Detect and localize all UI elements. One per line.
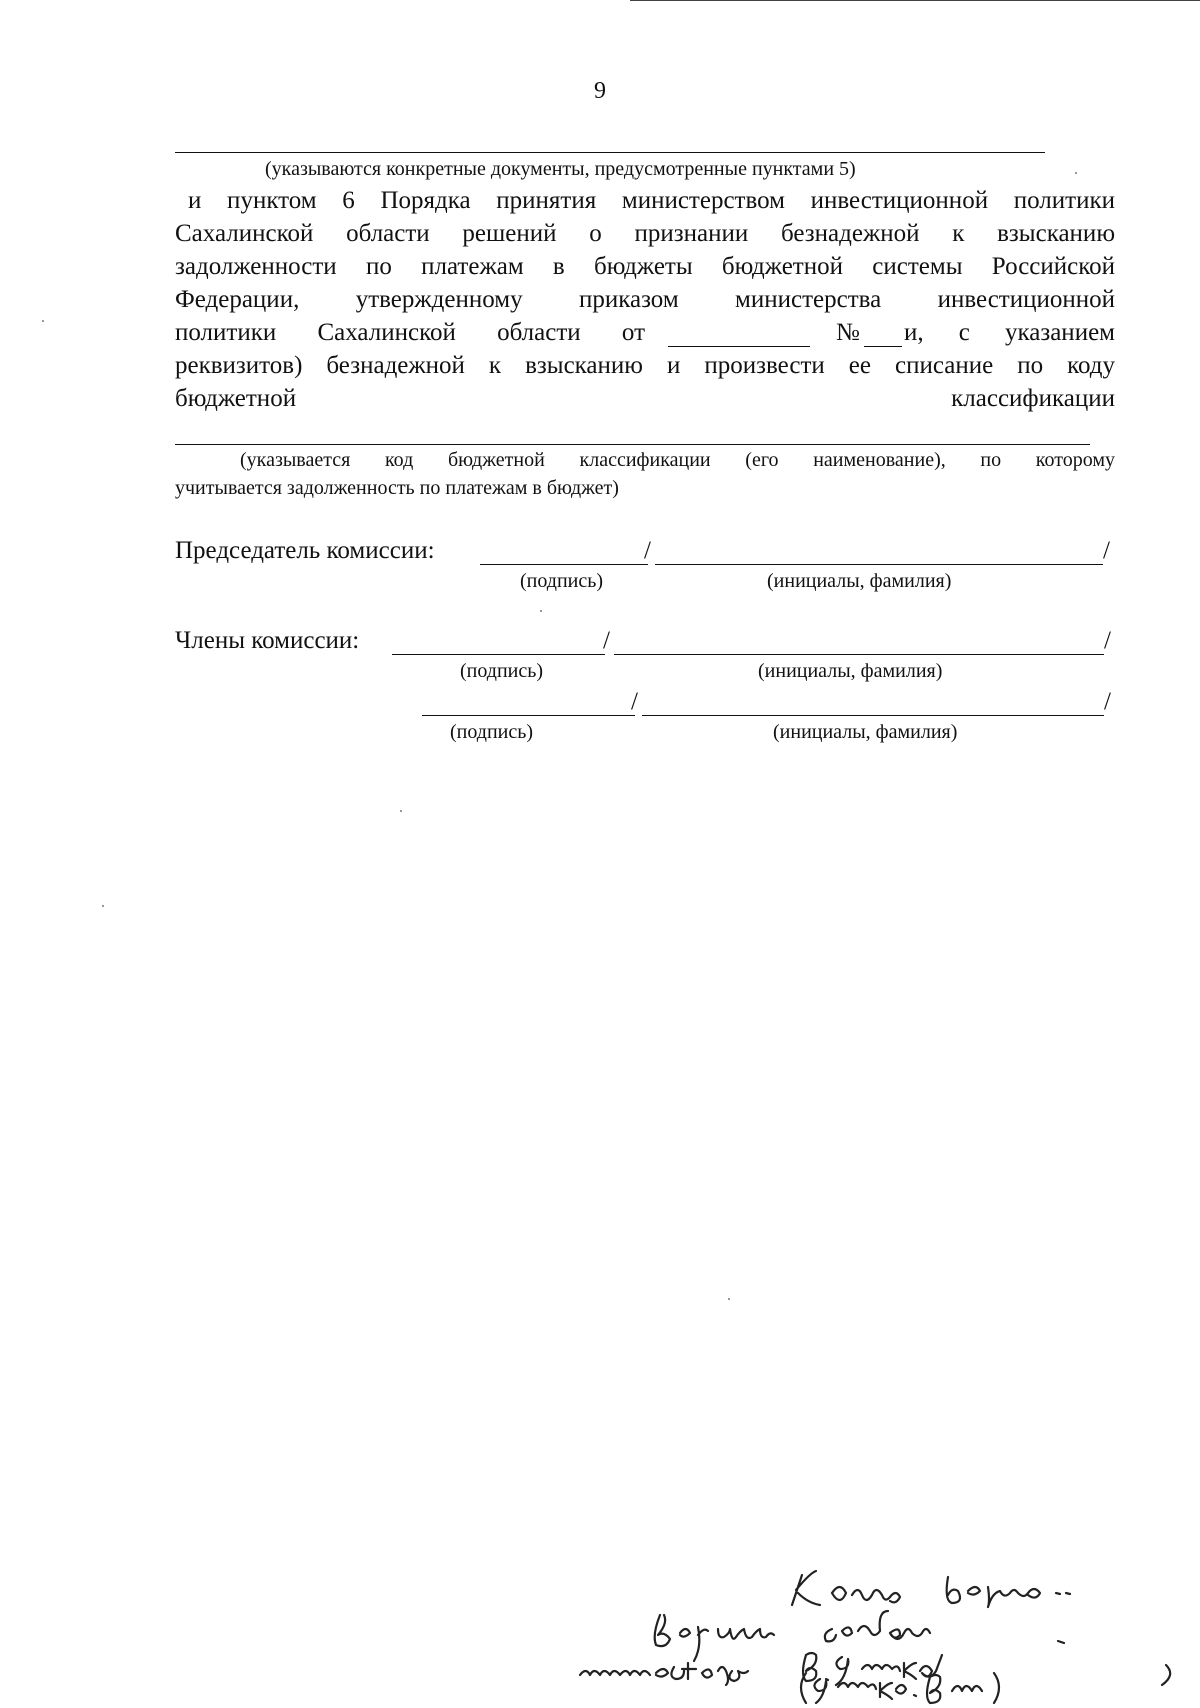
number-sign: № [836, 319, 860, 346]
chairman-label: Председатель комиссии: [175, 537, 435, 564]
scan-speck [1075, 172, 1077, 174]
scan-speck [400, 810, 402, 812]
line5-tail: и, с указанием [904, 319, 1115, 346]
scan-speck [728, 1298, 730, 1300]
member1-signature-line [392, 654, 605, 655]
chairman-signature-caption: (подпись) [520, 570, 604, 592]
member2-slash-1: / [631, 688, 638, 715]
paragraph-line-1: и пунктом 6 Порядка принятия министерством инвестиционной политики [188, 187, 1115, 214]
documents-note: (указываются конкретные документы, предусмотренные пунктами 5) [265, 158, 856, 180]
paragraph-line-4: Федерации, утвержденному приказом министерства инвестиционной [175, 286, 1115, 313]
handwritten-certification-note [570, 1545, 1190, 1705]
line7-left: бюджетной [175, 385, 297, 412]
member2-name-line [642, 715, 1104, 716]
line5-text: политики Сахалинской области от [175, 319, 645, 346]
chairman-slash-2: / [1103, 537, 1110, 564]
budget-code-blank-line [175, 444, 1090, 445]
scan-speck [102, 905, 104, 907]
chairman-signature-line [480, 564, 648, 565]
member1-slash-1: / [603, 627, 610, 654]
budget-note-line-2: учитывается задолженность по платежам в бюджет) [175, 477, 619, 499]
paragraph-line-2: Сахалинской области решений о признании безнадежной к взысканию [175, 220, 1115, 247]
number-blank [864, 346, 902, 347]
scan-speck [42, 320, 44, 322]
documents-blank-line [175, 152, 1045, 153]
member2-signature-caption: (подпись) [450, 721, 534, 743]
paragraph-line-6: реквизитов) безнадежной к взысканию и произвести ее списание по коду [175, 352, 1115, 379]
chairman-name-line [655, 564, 1103, 565]
scan-edge-line [630, 0, 1200, 1]
chairman-slash-1: / [644, 537, 651, 564]
page-number: 9 [594, 78, 606, 104]
chairman-name-caption: (инициалы, фамилия) [767, 570, 952, 592]
budget-note-line-1: (указывается код бюджетной классификации (его наименование), по которому [240, 449, 1115, 471]
member2-slash-2: / [1104, 688, 1111, 715]
member1-signature-caption: (подпись) [460, 660, 544, 682]
date-blank [668, 346, 810, 347]
members-label: Члены комиссии: [175, 627, 360, 654]
member2-signature-line [422, 715, 635, 716]
member1-slash-2: / [1104, 627, 1111, 654]
member1-name-line [614, 654, 1104, 655]
paragraph-line-3: задолженности по платежам в бюджеты бюджетной системы Российской [175, 253, 1115, 280]
member1-name-caption: (инициалы, фамилия) [758, 660, 943, 682]
scan-speck [540, 610, 542, 612]
member2-name-caption: (инициалы, фамилия) [773, 721, 958, 743]
line7-right: классификации [951, 385, 1115, 412]
